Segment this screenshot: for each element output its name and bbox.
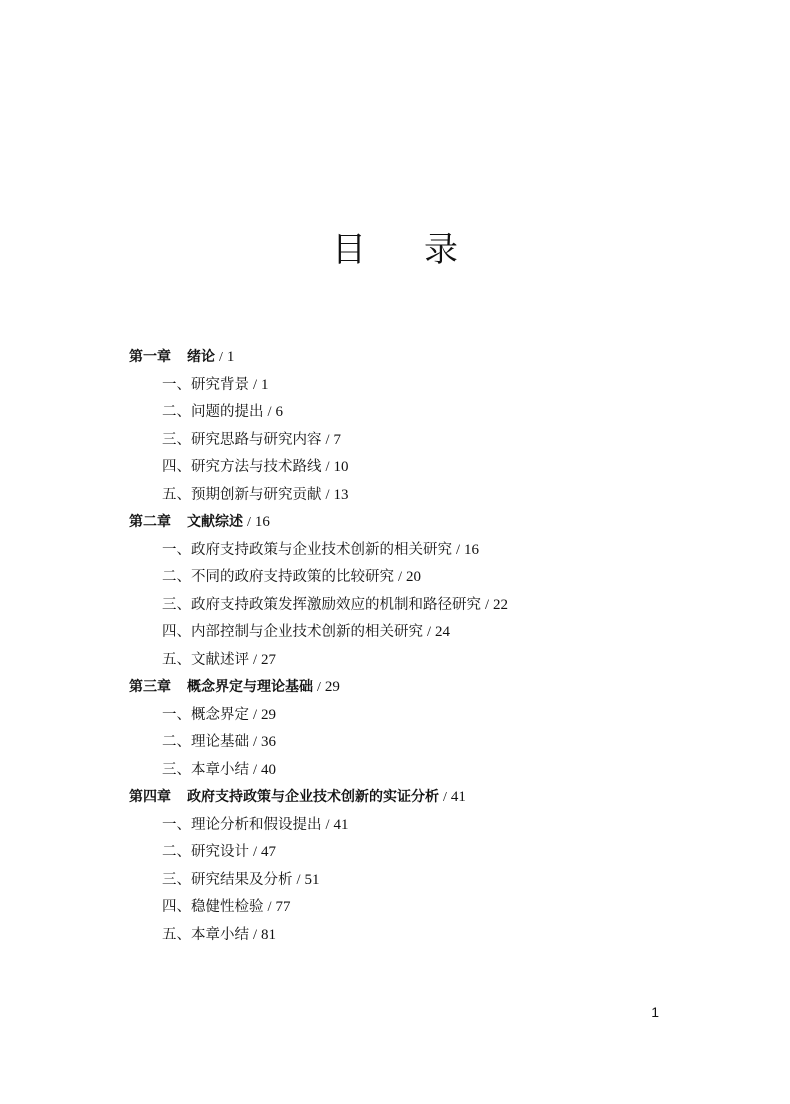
toc-section-entry[interactable] (129, 592, 749, 620)
page-number: 1 (651, 1004, 659, 1020)
toc-chapter-entry[interactable] (129, 509, 749, 537)
section-title: 四、稳健性检验 (162, 899, 264, 915)
section-title: 三、本章小结 (162, 761, 249, 778)
section-title: 一、研究背景 (162, 376, 249, 393)
page-separator: / (267, 899, 272, 915)
toc-section-entry[interactable] (129, 399, 749, 427)
section-title: 二、理论基础 (162, 734, 249, 750)
section-page: 22 (493, 596, 509, 613)
page-separator: / (325, 431, 330, 448)
page-separator: / (253, 844, 258, 860)
chapter-page: 1 (226, 349, 235, 365)
page-separator: / (443, 790, 447, 805)
toc-section-entry[interactable] (129, 922, 749, 950)
section-page: 77 (275, 899, 291, 915)
page-separator: / (325, 486, 330, 503)
chapter-title: 概念界定与理论基础 (187, 679, 313, 695)
chapter-number: 第三章 (129, 679, 171, 695)
section-page: 6 (275, 404, 284, 420)
toc-section-entry[interactable] (129, 619, 749, 647)
toc-section-entry[interactable] (129, 729, 749, 757)
section-title: 二、研究设计 (162, 844, 249, 860)
section-page: 13 (333, 486, 349, 503)
chapter-page: 16 (254, 514, 270, 530)
page-separator: / (253, 651, 258, 668)
toc-section-entry[interactable] (129, 564, 749, 592)
page-separator: / (267, 404, 272, 420)
page-separator: / (427, 624, 432, 640)
page-separator: / (325, 459, 330, 475)
toc-section-entry[interactable] (129, 482, 749, 510)
toc-section-entry[interactable] (129, 867, 749, 895)
page-title: 目录 (332, 230, 516, 270)
toc-section-entry[interactable] (129, 537, 749, 565)
page-separator: / (253, 706, 258, 723)
toc-section-entry[interactable] (129, 839, 749, 867)
toc-section-entry[interactable] (129, 812, 749, 840)
page-separator: / (485, 596, 490, 613)
section-page: 36 (261, 734, 277, 750)
chapter-page: 41 (450, 789, 466, 805)
page-separator: / (317, 680, 321, 695)
chapter-number: 第四章 (129, 789, 171, 805)
section-title: 一、理论分析和假设提出 (162, 816, 322, 833)
chapter-title: 文献综述 (187, 514, 243, 530)
section-page: 16 (464, 541, 480, 558)
section-page: 40 (261, 761, 277, 778)
page-separator: / (456, 541, 461, 558)
toc-section-entry[interactable] (129, 647, 749, 675)
toc-section-entry[interactable] (129, 894, 749, 922)
section-page: 51 (304, 871, 320, 888)
section-title: 三、研究思路与研究内容 (162, 431, 322, 448)
chapter-number: 第二章 (129, 514, 171, 530)
page-separator: / (253, 376, 258, 393)
chapter-page: 29 (324, 679, 340, 695)
section-page: 81 (261, 926, 277, 943)
toc-section-entry[interactable] (129, 372, 749, 400)
section-title: 一、概念界定 (162, 706, 249, 723)
table-of-contents (129, 344, 749, 949)
section-title: 一、政府支持政策与企业技术创新的相关研究 (162, 541, 452, 558)
section-page: 27 (261, 651, 277, 668)
section-title: 三、研究结果及分析 (162, 871, 293, 888)
section-title: 五、文献述评 (162, 651, 249, 668)
section-title: 二、问题的提出 (162, 404, 264, 420)
section-page: 47 (261, 844, 277, 860)
section-page: 24 (435, 624, 451, 640)
section-page: 29 (261, 706, 277, 723)
section-page: 20 (406, 569, 422, 585)
toc-chapter-entry[interactable] (129, 674, 749, 702)
chapter-title: 绪论 (187, 349, 215, 365)
toc-chapter-entry[interactable] (129, 784, 749, 812)
toc-section-entry[interactable] (129, 702, 749, 730)
page-separator: / (253, 734, 258, 750)
section-title: 四、内部控制与企业技术创新的相关研究 (162, 624, 423, 640)
page-separator: / (253, 926, 258, 943)
section-page: 7 (333, 431, 342, 448)
chapter-title: 政府支持政策与企业技术创新的实证分析 (187, 789, 439, 805)
page-separator: / (325, 816, 330, 833)
page-separator: / (247, 515, 251, 530)
toc-chapter-entry[interactable] (129, 344, 749, 372)
page-separator: / (219, 350, 223, 365)
section-title: 三、政府支持政策发挥激励效应的机制和路径研究 (162, 596, 481, 613)
section-page: 10 (333, 459, 349, 475)
chapter-number: 第一章 (129, 349, 171, 365)
section-page: 1 (261, 376, 269, 393)
section-title: 四、研究方法与技术路线 (162, 459, 322, 475)
section-title: 二、不同的政府支持政策的比较研究 (162, 569, 394, 585)
toc-section-entry[interactable] (129, 454, 749, 482)
section-title: 五、本章小结 (162, 926, 249, 943)
page-separator: / (296, 871, 301, 888)
page-separator: / (253, 761, 258, 778)
section-page: 41 (333, 816, 349, 833)
toc-section-entry[interactable] (129, 427, 749, 455)
page-separator: / (398, 569, 403, 585)
toc-section-entry[interactable] (129, 757, 749, 785)
section-title: 五、预期创新与研究贡献 (162, 486, 322, 503)
